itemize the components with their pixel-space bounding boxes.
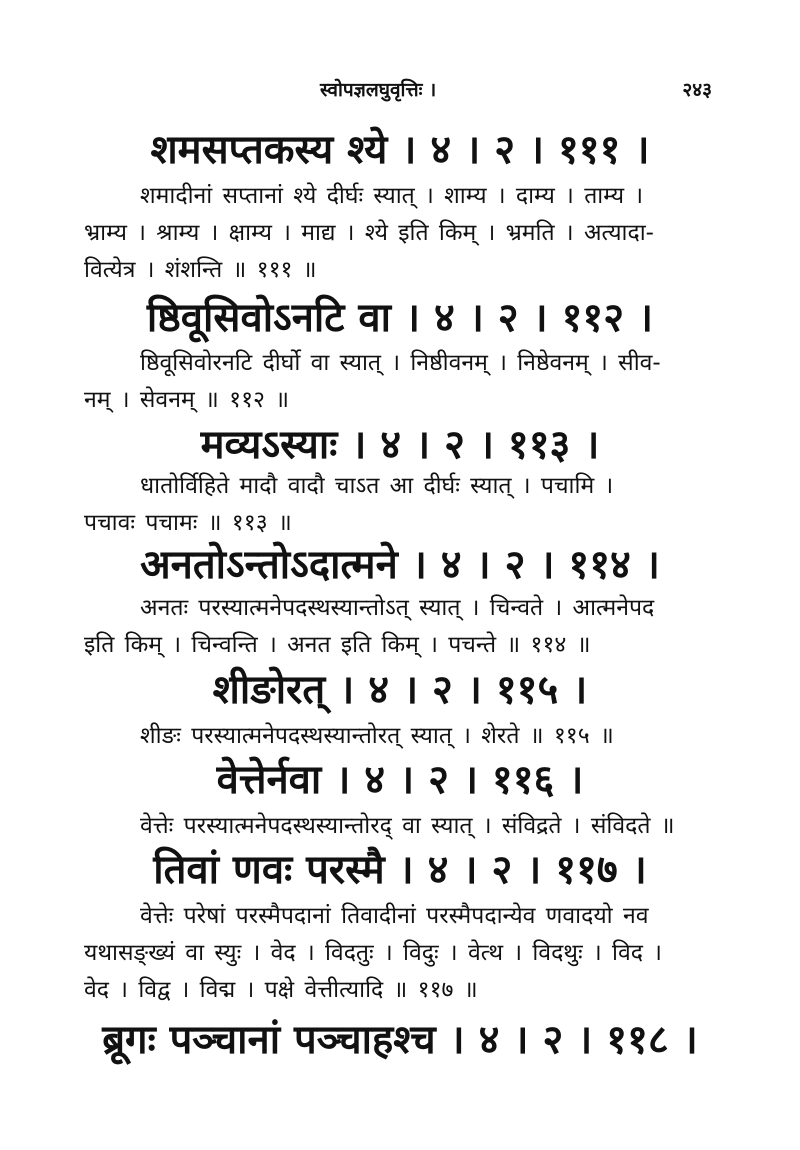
running-head bbox=[0, 76, 800, 106]
sutra-heading: शीङोरत् । ४ । २ । ११५ । bbox=[212, 667, 588, 713]
commentary-line: ष्ठिवूसिवोरनटि दीर्घो वा स्यात् । निष्ठीवनम् । निष्ठेवनम् । सीव- bbox=[140, 350, 661, 376]
commentary-line: अनतः परस्यात्मनेपदस्थस्यान्तोऽत् स्यात् । चिन्वते । आत्मनेपद bbox=[140, 595, 655, 621]
page-number: २४३ bbox=[682, 79, 712, 101]
commentary-line: वेद । विद्व । विद्म । पक्षे वेत्तीत्यादि ॥ ११७ ॥ bbox=[84, 977, 478, 1003]
commentary-line: यथासङ्ख्यं वा स्युः । वेद । विदतुः । विदुः । वेत्थ । विदथुः । विद । bbox=[84, 940, 662, 966]
commentary-line: वेत्तेः परस्यात्मनेपदस्थस्यान्तोरद् वा स्यात् । संविद्रते । संविदते ॥ bbox=[140, 813, 675, 839]
sutra-heading: तिवां णवः परस्मै । ४ । २ । ११७ । bbox=[153, 847, 647, 893]
sutra-commentary bbox=[84, 590, 724, 664]
sutra-commentary bbox=[84, 345, 724, 419]
sutra-commentary bbox=[84, 808, 724, 845]
sutra-commentary bbox=[84, 178, 724, 289]
sutra-heading: ब्रूगः पञ्चानां पञ्चाहश्च । ४ । २ । ११८ । bbox=[102, 1017, 698, 1063]
commentary-line: वेत्तेः परेषां परस्मैपदानां तिवादीनां परस्मैपदान्येव णवादयो नव bbox=[140, 903, 649, 929]
commentary-line: इति किम् । चिन्वन्ति । अनत इति किम् । पचन्ते ॥ ११४ ॥ bbox=[84, 632, 591, 658]
running-title: स्वोपज्ञलघुवृत्तिः । bbox=[320, 79, 437, 101]
sutra-heading: ष्ठिवूसिवोऽनटि वा । ४ । २ । ११२ । bbox=[146, 295, 654, 341]
sutra-commentary bbox=[84, 468, 724, 542]
sutra-commentary bbox=[84, 718, 724, 755]
sutra-commentary bbox=[84, 898, 724, 1009]
commentary-line: शीङः परस्यात्मनेपदस्थस्यान्तोरत् स्यात् । शेरते ॥ ११५ ॥ bbox=[140, 723, 614, 749]
commentary-line: शमादीनां सप्तानां श्ये दीर्घः स्यात् । शाम्य । दाम्य । ताम्य । bbox=[140, 183, 644, 209]
commentary-line: पचावः पचामः ॥ ११३ ॥ bbox=[84, 510, 292, 536]
commentary-line: वित्येत्र । शंशन्ति ॥ १११ ॥ bbox=[84, 257, 317, 283]
sutra-heading: शमसप्तकस्य श्ये । ४ । २ । १११ । bbox=[150, 127, 650, 173]
commentary-line: नम् । सेवनम् ॥ ११२ ॥ bbox=[84, 387, 290, 413]
sutra-heading: मव्यऽस्याः । ४ । २ । ११३ । bbox=[200, 422, 600, 468]
commentary-line: भ्राम्य । श्राम्य । क्षाम्य । माद्य । श्ये इति किम् । भ्रमति । अत्यादा- bbox=[84, 220, 654, 246]
sutra-heading: अनतोऽन्तोऽदात्मने । ४ । २ । ११४ । bbox=[140, 542, 660, 588]
sutra-heading: वेत्तेर्नवा । ४ । २ । ११६ । bbox=[216, 757, 584, 803]
commentary-line: धातोर्विहिते मादौ वादौ चाऽत आ दीर्घः स्यात् । पचामि । bbox=[140, 473, 614, 499]
